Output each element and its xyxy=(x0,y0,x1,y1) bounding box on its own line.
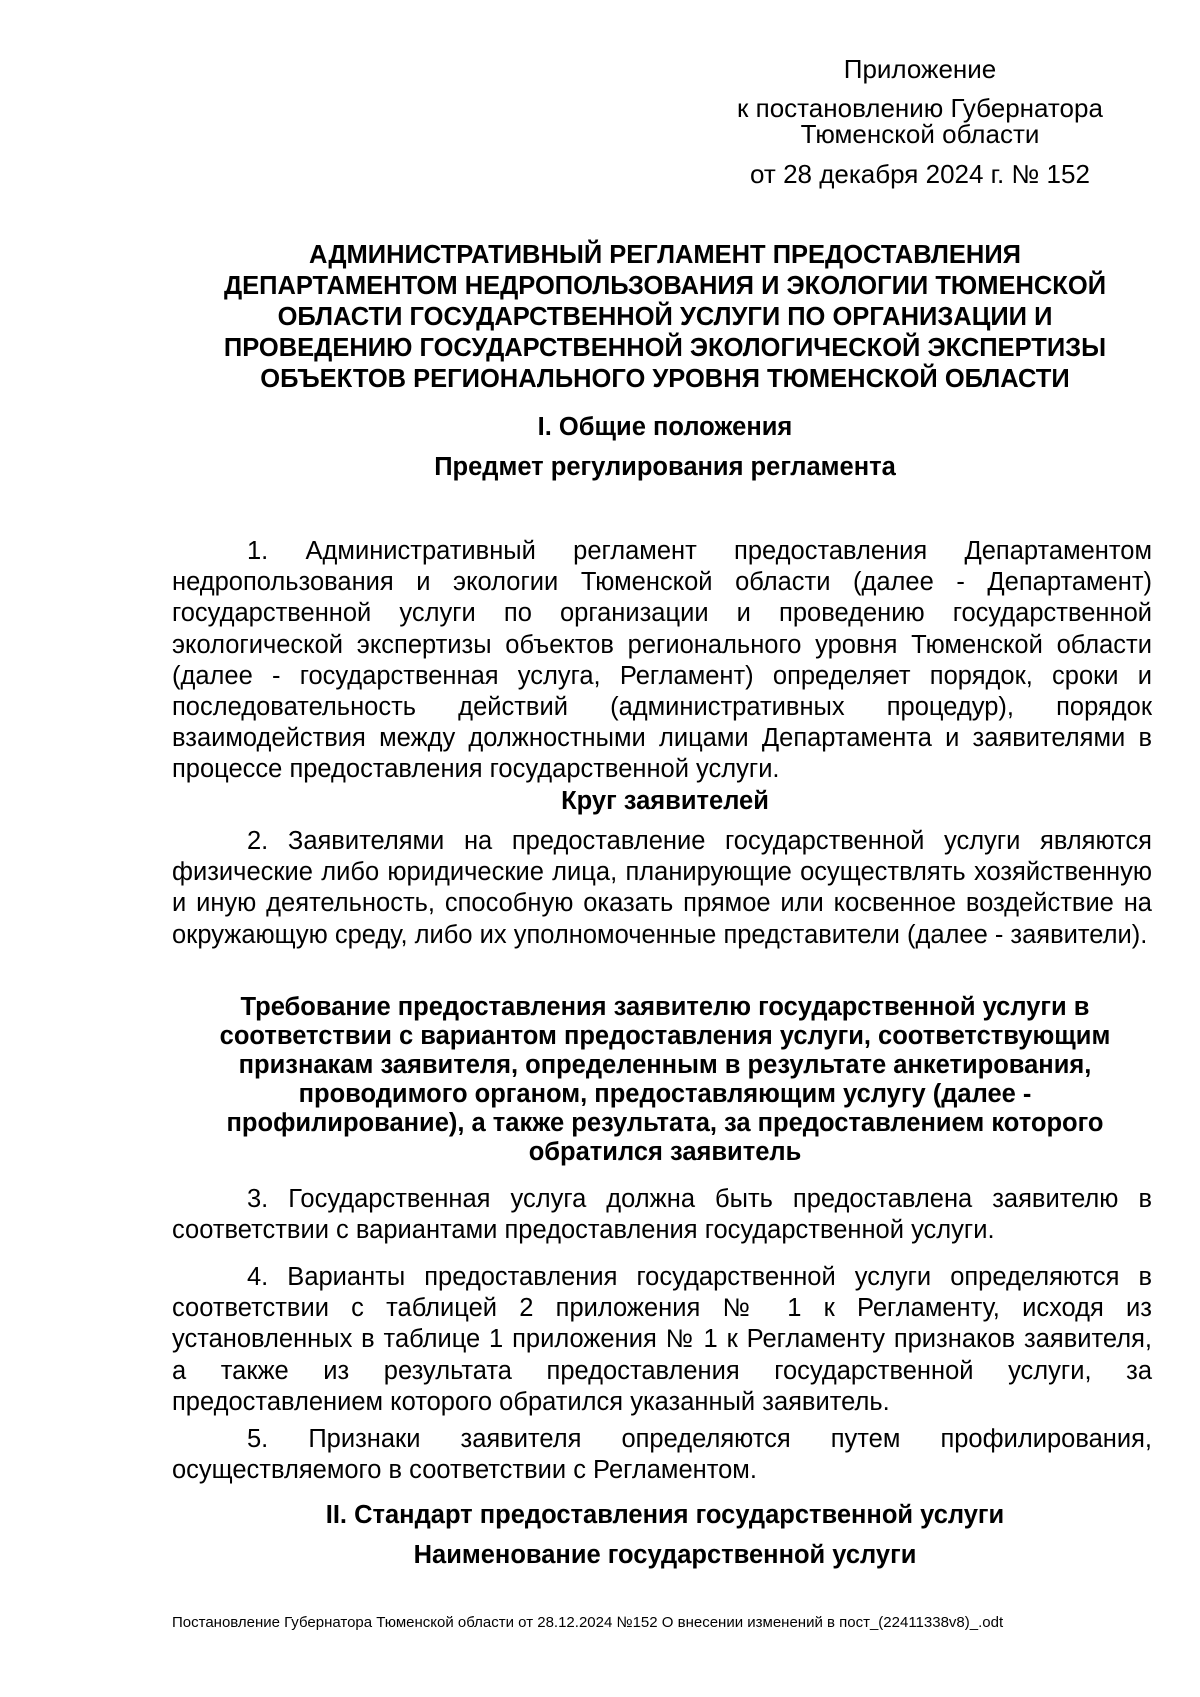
subheading-subject: Предмет регулирования регламента xyxy=(434,453,896,481)
subheading-requirement-line-4: проводимого органом, предоставляющим услугу (далее - xyxy=(298,1080,1032,1108)
decree-number: от 28 декабря 2024 г. № 152 xyxy=(750,159,1090,189)
subheading-requirement-line-2: соответствии с вариантом предоставления услуги, соответствующим xyxy=(219,1022,1111,1050)
subheading-applicants: Круг заявителей xyxy=(561,787,769,815)
paragraph-2: 2. Заявителями на предоставление государственной услуги являются физические либо юридические лица, планирующие осуществлять хозяйственную и иную деятельность, способную оказать прямое или косвенное воздействие на окружающую среду, либо их уполномоченные представители (далее - заявители). xyxy=(172,827,1152,949)
paragraph-4: 4. Варианты предоставления государственной услуги определяются в соответствии с таблицей 2 приложения № 1 к Регламенту, исходя из установленных в таблице 1 приложения № 1 к Регламенту признаков заявителя, а также из результата предоставления государственной услуги, за предоставлением которого обратился указанный заявитель. xyxy=(172,1263,1152,1416)
paragraph-1: 1. Административный регламент предоставления Департаментом недропользования и экологии Тюменской области (далее - Департамент) государственной услуги по организации и проведению государственной экологической экспертизы объектов регионального уровня Тюменской области (далее - государственная услуга, Регламент) определяет порядок, сроки и последовательность действий (административных процедур), порядок взаимодействия между должностными лицами Департамента и заявителями в процессе предоставления государственной услуги. xyxy=(172,537,1152,784)
paragraph-5: 5. Признаки заявителя определяются путем профилирования, осуществляемого в соответствии с Регламентом. xyxy=(172,1425,1152,1485)
subheading-requirement-line-3: признакам заявителя, определенным в результате анкетирования, xyxy=(238,1051,1092,1079)
document-title-line-3: ОБЛАСТИ ГОСУДАРСТВЕННОЙ УСЛУГИ ПО ОРГАНИЗАЦИИ И xyxy=(277,303,1053,331)
appendix-line-1: к постановлению Губернатора xyxy=(737,93,1103,123)
document-title-line-2: ДЕПАРТАМЕНТОМ НЕДРОПОЛЬЗОВАНИЯ И ЭКОЛОГИИ ТЮМЕНСКОЙ xyxy=(223,272,1107,300)
appendix-line-2: Тюменской области xyxy=(800,119,1040,149)
subheading-requirement-line-5: профилирование), а также результата, за предоставлением которого xyxy=(226,1109,1104,1137)
section-heading-standard: II. Стандарт предоставления государственной услуги xyxy=(325,1501,1005,1529)
paragraph-3: 3. Государственная услуга должна быть предоставлена заявителю в соответствии с вариантами предоставления государственной услуги. xyxy=(172,1185,1152,1245)
section-heading-general: I. Общие положения xyxy=(537,413,793,441)
appendix-label: Приложение xyxy=(843,54,997,84)
subheading-service-name: Наименование государственной услуги xyxy=(413,1541,917,1569)
document-title-line-4: ПРОВЕДЕНИЮ ГОСУДАРСТВЕННОЙ ЭКОЛОГИЧЕСКОЙ ЭКСПЕРТИЗЫ xyxy=(223,334,1107,362)
document-footer: Постановление Губернатора Тюменской области от 28.12.2024 №152 О внесении изменений в пост_(22411338v8)_.odt xyxy=(172,1614,1004,1631)
document-title-line-5: ОБЪЕКТОВ РЕГИОНАЛЬНОГО УРОВНЯ ТЮМЕНСКОЙ ОБЛАСТИ xyxy=(260,365,1070,393)
subheading-requirement-line-6: обратился заявитель xyxy=(528,1138,802,1166)
subheading-requirement-line-1: Требование предоставления заявителю государственной услуги в xyxy=(240,993,1090,1021)
document-title-line-1: АДМИНИСТРАТИВНЫЙ РЕГЛАМЕНТ ПРЕДОСТАВЛЕНИЯ xyxy=(309,241,1021,269)
